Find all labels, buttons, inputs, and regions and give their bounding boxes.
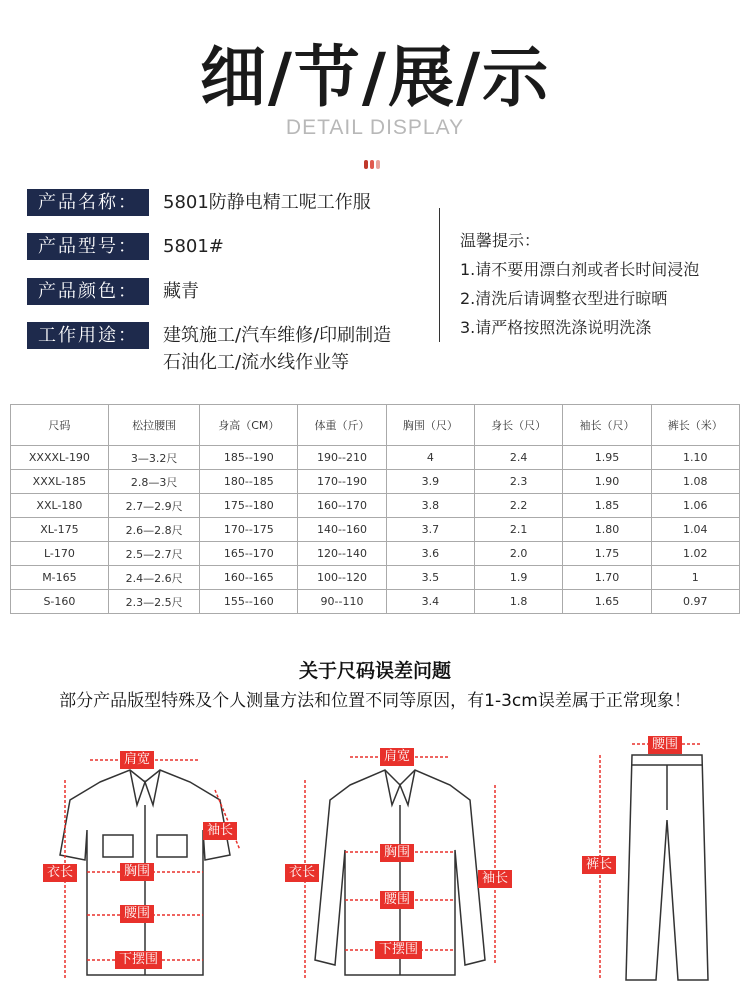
waist-label: 腰围 <box>380 891 414 909</box>
size-cell: 180--185 <box>200 470 298 494</box>
size-cell: M-165 <box>11 566 109 590</box>
care-tip-item: 2.清洗后请调整衣型进行晾晒 <box>460 289 668 308</box>
header-sleeve: 袖长（尺） <box>563 405 651 446</box>
size-cell: 2.0 <box>474 542 562 566</box>
size-cell: 1.8 <box>474 590 562 614</box>
size-cell: 100--120 <box>298 566 386 590</box>
size-cell: 1.70 <box>563 566 651 590</box>
size-row <box>11 446 740 470</box>
length-label: 衣长 <box>285 864 319 882</box>
decor-dots <box>364 154 382 173</box>
size-row <box>11 542 740 566</box>
size-cell: 0.97 <box>651 590 739 614</box>
header-weight: 体重（斤） <box>298 405 386 446</box>
sleeve-label: 袖长 <box>478 870 512 888</box>
shoulder-label: 肩宽 <box>120 751 154 769</box>
header-chest: 胸围（尺） <box>386 405 474 446</box>
short-sleeve-shirt-diagram <box>25 730 255 990</box>
pants-diagram <box>570 730 740 990</box>
waist-label: 腰围 <box>120 905 154 923</box>
size-cell: 2.1 <box>474 518 562 542</box>
size-cell: 3.4 <box>386 590 474 614</box>
size-cell: 1.10 <box>651 446 739 470</box>
product-model-value: 5801# <box>163 236 224 257</box>
size-cell: 1.02 <box>651 542 739 566</box>
shoulder-label: 肩宽 <box>380 748 414 766</box>
long-sleeve-shirt-diagram <box>280 730 520 990</box>
hem-label: 下摆围 <box>375 941 422 959</box>
sleeve-label: 袖长 <box>203 822 237 840</box>
size-cell: 165--170 <box>200 542 298 566</box>
size-cell: 2.5—2.7尺 <box>108 542 199 566</box>
care-tips <box>460 226 699 342</box>
size-note-title: 关于尺码误差问题 <box>298 660 451 682</box>
size-cell: 1.80 <box>563 518 651 542</box>
product-usage-line1: 建筑施工/汽车维修/印刷制造 <box>163 325 392 346</box>
size-cell: 190--210 <box>298 446 386 470</box>
size-row <box>11 518 740 542</box>
size-row <box>11 494 740 518</box>
product-usage-value <box>163 322 391 376</box>
size-cell: 185--190 <box>200 446 298 470</box>
header-waist: 松拉腰围 <box>108 405 199 446</box>
chest-label: 胸围 <box>380 844 414 862</box>
info-divider <box>439 208 440 342</box>
size-cell: XXXXL-190 <box>11 446 109 470</box>
size-cell: 2.3—2.5尺 <box>108 590 199 614</box>
size-cell: 155--160 <box>200 590 298 614</box>
size-cell: 1 <box>651 566 739 590</box>
header-body-length: 身长（尺） <box>474 405 562 446</box>
size-cell: 1.9 <box>474 566 562 590</box>
size-cell: 2.4—2.6尺 <box>108 566 199 590</box>
product-usage-label: 工作用途： <box>27 322 149 349</box>
size-cell: 160--170 <box>298 494 386 518</box>
size-note-desc: 部分产品版型特殊及个人测量方法和位置不同等原因，有1-3cm误差属于正常现象！ <box>59 691 691 711</box>
length-label: 衣长 <box>43 864 77 882</box>
size-cell: 3.8 <box>386 494 474 518</box>
size-cell: 140--160 <box>298 518 386 542</box>
product-color-value: 藏青 <box>163 281 199 302</box>
size-cell: L-170 <box>11 542 109 566</box>
waist-label: 腰围 <box>648 736 682 754</box>
header-height: 身高（CM） <box>200 405 298 446</box>
size-cell: 1.08 <box>651 470 739 494</box>
size-cell: 3.9 <box>386 470 474 494</box>
size-cell: 175--180 <box>200 494 298 518</box>
size-cell: 2.7—2.9尺 <box>108 494 199 518</box>
size-cell: 1.90 <box>563 470 651 494</box>
size-cell: 90--110 <box>298 590 386 614</box>
care-tip-item: 1.请不要用漂白剂或者长时间浸泡 <box>460 260 700 279</box>
care-tips-title: 温馨提示： <box>460 231 541 250</box>
pants-length-label: 裤长 <box>582 856 616 874</box>
size-row <box>11 590 740 614</box>
header-size: 尺码 <box>11 405 109 446</box>
size-table-body <box>11 446 740 614</box>
size-cell: 2.6—2.8尺 <box>108 518 199 542</box>
product-usage-row <box>27 322 391 376</box>
size-cell: XXL-180 <box>11 494 109 518</box>
product-name-row <box>27 189 371 216</box>
product-color-row <box>27 278 199 305</box>
size-cell: 1.75 <box>563 542 651 566</box>
size-cell: 3—3.2尺 <box>108 446 199 470</box>
size-table-header <box>11 405 740 446</box>
size-cell: 2.4 <box>474 446 562 470</box>
size-cell: 3.7 <box>386 518 474 542</box>
care-tip-item: 3.请严格按照洗涤说明洗涤 <box>460 318 652 337</box>
page-title: 细/节/展/示 <box>199 39 551 116</box>
size-table <box>10 404 740 614</box>
chest-label: 胸围 <box>120 863 154 881</box>
size-cell: XXXL-185 <box>11 470 109 494</box>
product-color-label: 产品颜色： <box>27 278 149 305</box>
size-cell: 1.95 <box>563 446 651 470</box>
size-cell: 170--190 <box>298 470 386 494</box>
size-cell: 1.65 <box>563 590 651 614</box>
size-cell: 1.04 <box>651 518 739 542</box>
size-cell: 2.8—3尺 <box>108 470 199 494</box>
product-usage-line2: 石油化工/流水线作业等 <box>163 352 350 373</box>
product-name-label: 产品名称： <box>27 189 149 216</box>
size-cell: 4 <box>386 446 474 470</box>
size-cell: S-160 <box>11 590 109 614</box>
size-cell: 3.6 <box>386 542 474 566</box>
size-cell: 3.5 <box>386 566 474 590</box>
header-pants-length: 裤长（米） <box>651 405 739 446</box>
product-model-label: 产品型号： <box>27 233 149 260</box>
product-name-value: 5801防静电精工呢工作服 <box>163 192 371 213</box>
size-cell: 2.3 <box>474 470 562 494</box>
size-row <box>11 566 740 590</box>
hem-label: 下摆围 <box>115 951 162 969</box>
size-cell: 120--140 <box>298 542 386 566</box>
size-row <box>11 470 740 494</box>
size-cell: 1.06 <box>651 494 739 518</box>
page-subtitle: DETAIL DISPLAY <box>285 116 465 139</box>
product-model-row <box>27 233 224 260</box>
size-cell: 170--175 <box>200 518 298 542</box>
size-cell: 2.2 <box>474 494 562 518</box>
size-cell: 160--165 <box>200 566 298 590</box>
size-cell: XL-175 <box>11 518 109 542</box>
size-cell: 1.85 <box>563 494 651 518</box>
